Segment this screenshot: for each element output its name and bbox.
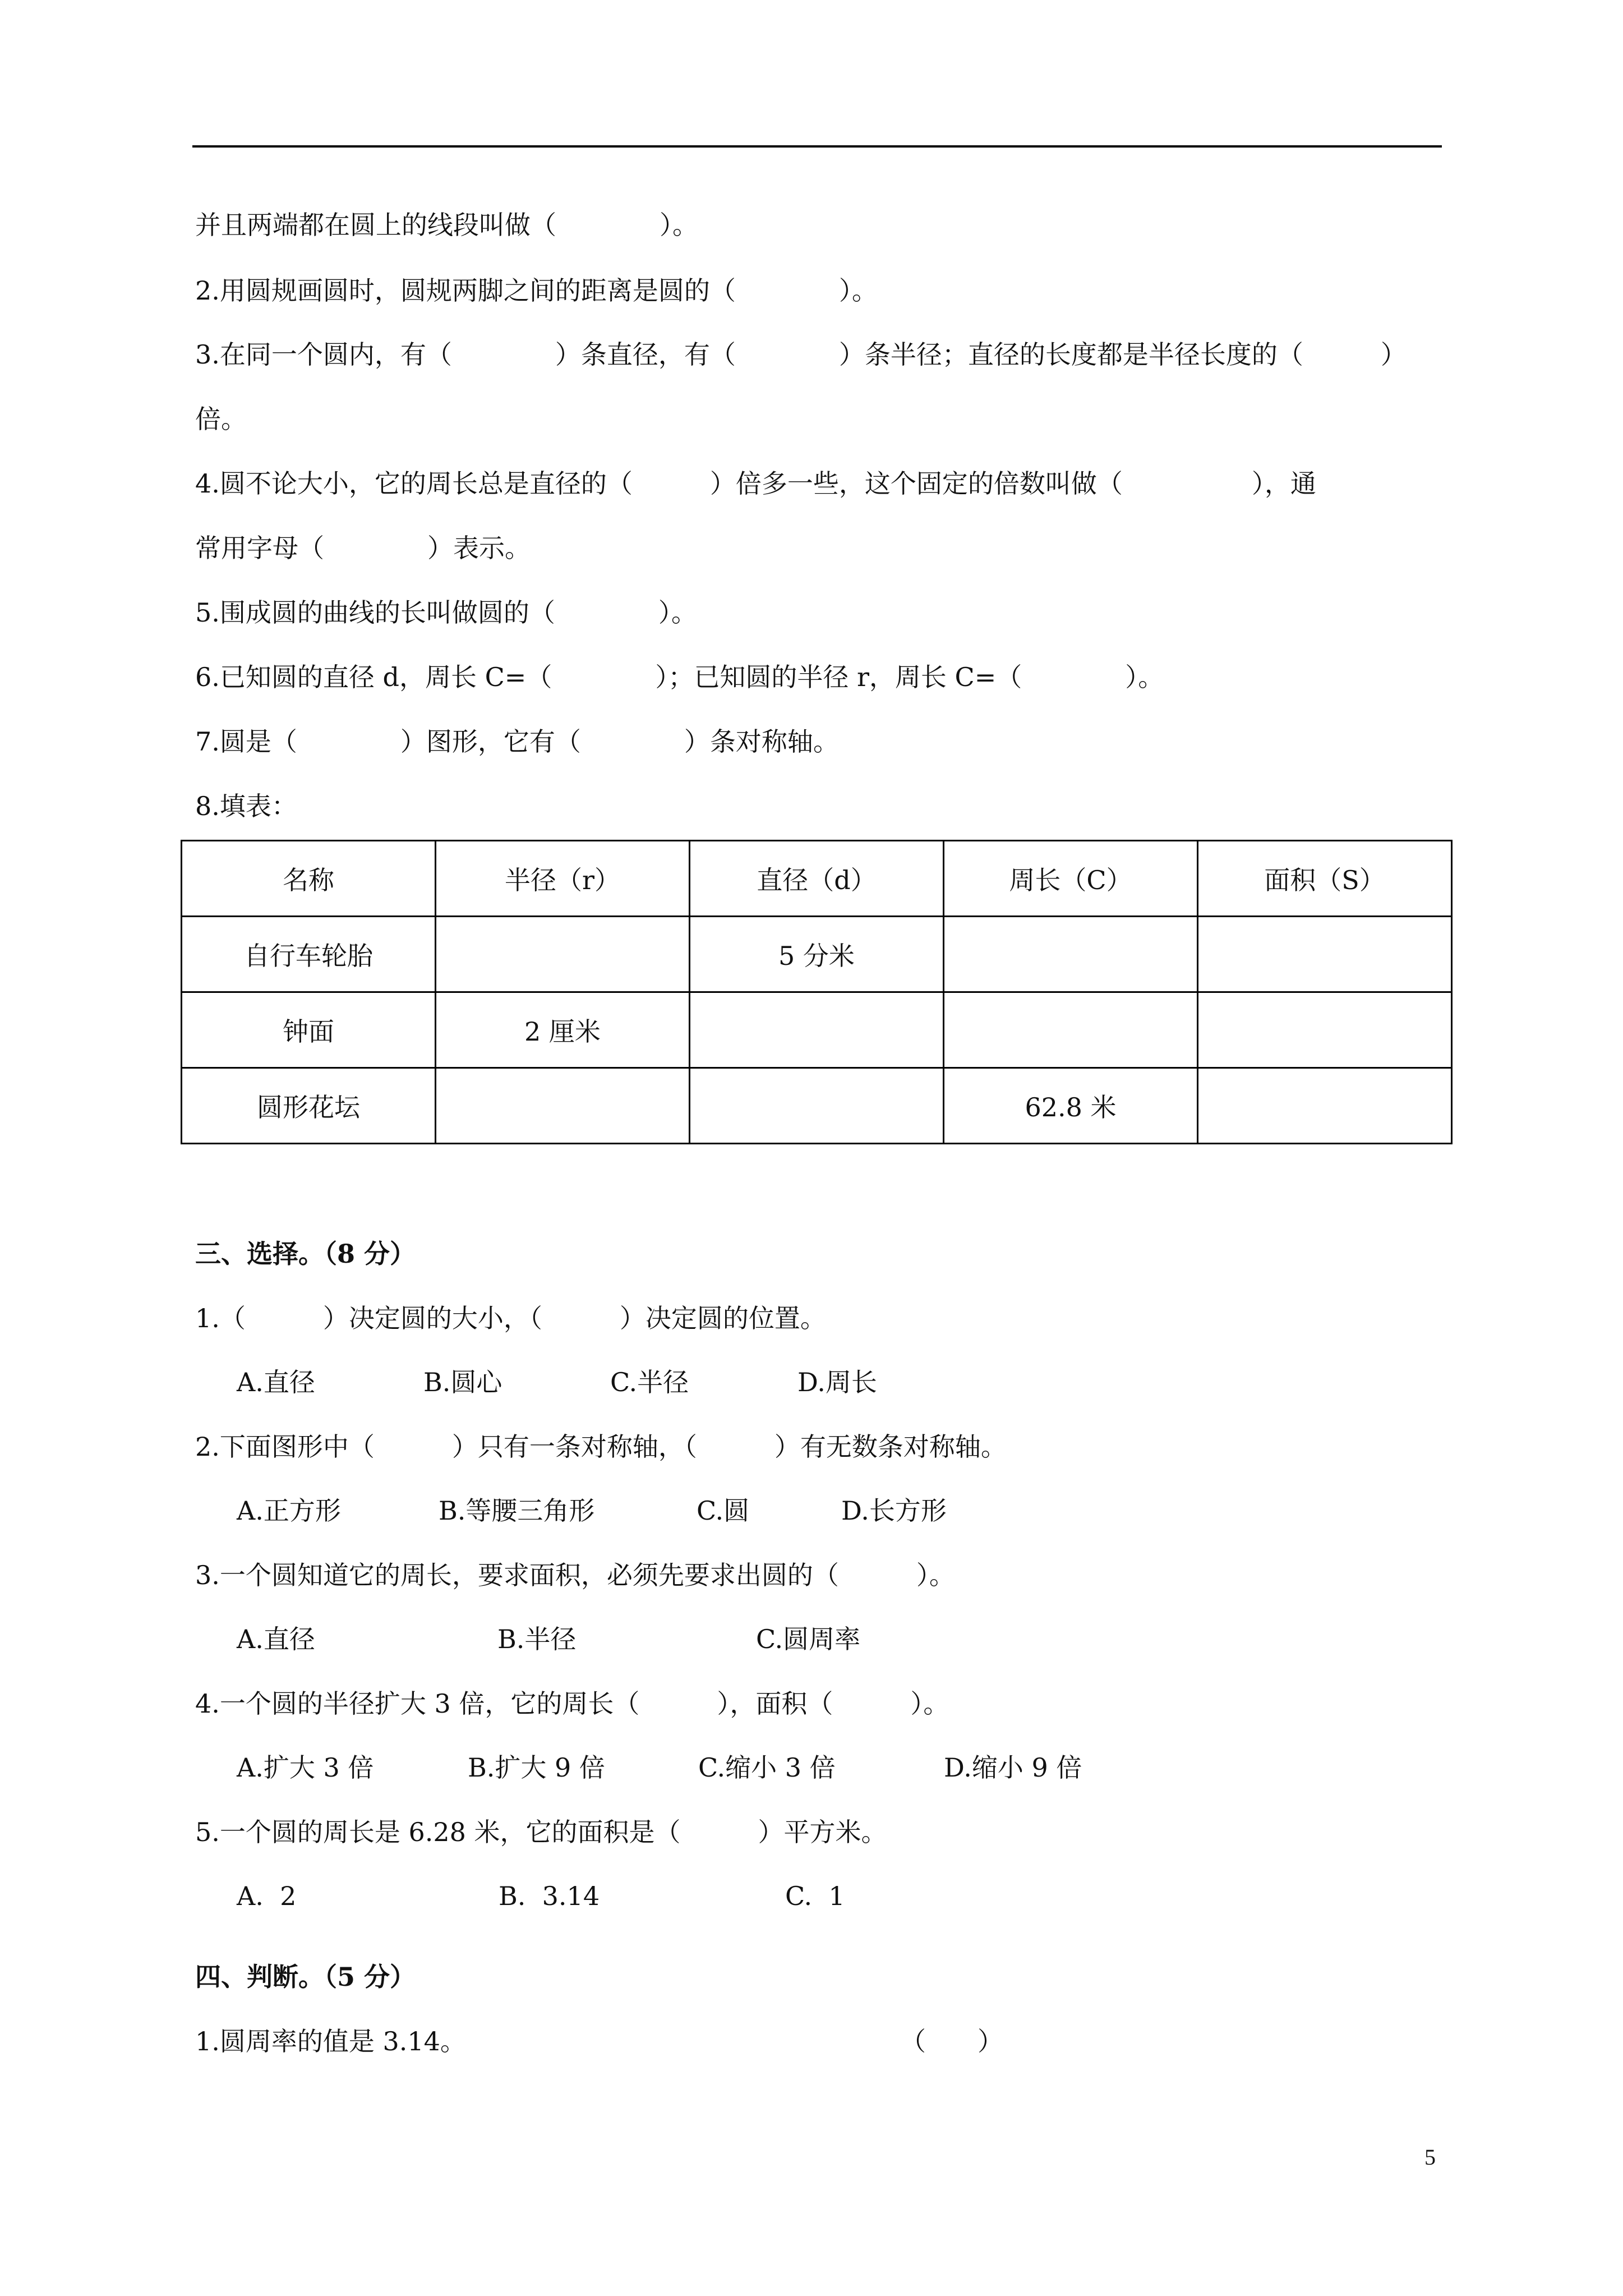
choice-option: A.正方形 [237,1496,341,1526]
judge-answer-blank: （ ） [900,2026,1003,2056]
table-cell [1198,917,1452,992]
choice-option: B.等腰三角形 [439,1496,595,1526]
section3-title: 三、选择。（8 分） [195,1239,416,1269]
choice-option: C.半径 [610,1367,689,1397]
table-row [182,1068,1452,1144]
table-cell [944,917,1198,992]
table-row [182,992,1452,1068]
table-header-cell: 直径（d） [690,841,944,917]
fill-line-2: 2.用圆规画圆时，圆规两脚之间的距离是圆的（ ）。 [195,275,878,306]
choice-option: A.直径 [237,1367,315,1397]
table-header-cell: 周长（C） [944,841,1198,917]
fill-table [181,840,1453,1144]
choice-option: D.长方形 [841,1496,947,1526]
choice-option: A.扩大 3 倍 [237,1752,374,1783]
fill-line-6: 6.已知圆的直径 d，周长 C=（ ）；已知圆的半径 r，周长 C=（ ）。 [195,662,1164,692]
fill-line-3: 3.在同一个圆内，有（ ）条直径，有（ ）条半径；直径的长度都是半径长度的（ ） [195,339,1407,370]
table-cell [436,917,690,992]
fill-line-7: 7.圆是（ ）图形，它有（ ）条对称轴。 [195,726,839,757]
table-cell [690,992,944,1068]
fill-line-4: 4.圆不论大小，它的周长总是直径的（ ）倍多一些，这个固定的倍数叫做（ ），通 [195,468,1316,499]
table-cell [436,1068,690,1144]
fill-line-4-cont: 常用字母（ ）表示。 [195,533,531,563]
choice-option: D.缩小 9 倍 [944,1752,1082,1783]
table-header-cell: 半径（r） [436,841,690,917]
judge-question-1: 1.圆周率的值是 3.14。 [195,2026,466,2056]
choice-option: C.缩小 3 倍 [698,1752,836,1783]
header-rule [192,145,1442,148]
section4-title: 四、判断。（5 分） [195,1962,416,1992]
choice-question-4: 4.一个圆的半径扩大 3 倍，它的周长（ ），面积（ ）。 [195,1688,949,1719]
table-cell [1198,1068,1452,1144]
table-cell: 2 厘米 [436,992,690,1068]
table-cell: 圆形花坛 [182,1068,436,1144]
table-row [182,917,1452,992]
table-header-cell: 名称 [182,841,436,917]
fill-line-1: 并且两端都在圆上的线段叫做（ ）。 [195,210,698,240]
choice-option: C. 1 [785,1881,845,1911]
table-cell: 5 分米 [690,917,944,992]
table-header-row [182,841,1452,917]
choice-option: B.圆心 [423,1367,502,1397]
fill-line-3-cont: 倍。 [195,404,247,434]
table-cell: 62.8 米 [944,1068,1198,1144]
table-cell [690,1068,944,1144]
table-cell: 钟面 [182,992,436,1068]
table-cell [1198,992,1452,1068]
page-number: 5 [1424,2145,1436,2170]
choice-question-1: 1.（ ）决定圆的大小，（ ）决定圆的位置。 [195,1303,826,1333]
table-cell: 自行车轮胎 [182,917,436,992]
choice-question-3: 3.一个圆知道它的周长，要求面积，必须先要求出圆的（ ）。 [195,1560,955,1590]
choice-question-2: 2.下面图形中（ ）只有一条对称轴，（ ）有无数条对称轴。 [195,1432,1007,1462]
choice-option: B.半径 [497,1624,577,1654]
table-header-cell: 面积（S） [1198,841,1452,917]
choice-option: B. 3.14 [499,1881,600,1911]
fill-line-5: 5.围成圆的曲线的长叫做圆的（ ）。 [195,597,697,628]
table-cell [944,992,1198,1068]
choice-option: C.圆周率 [756,1624,861,1654]
choice-option: A. 2 [237,1881,297,1911]
choice-option: D.周长 [797,1367,877,1397]
choice-option: A.直径 [237,1624,315,1654]
choice-option: B.扩大 9 倍 [468,1752,605,1783]
fill-line-8: 8.填表： [195,791,297,821]
choice-question-5: 5.一个圆的周长是 6.28 米，它的面积是（ ）平方米。 [195,1817,887,1847]
choice-option: C.圆 [697,1496,750,1526]
